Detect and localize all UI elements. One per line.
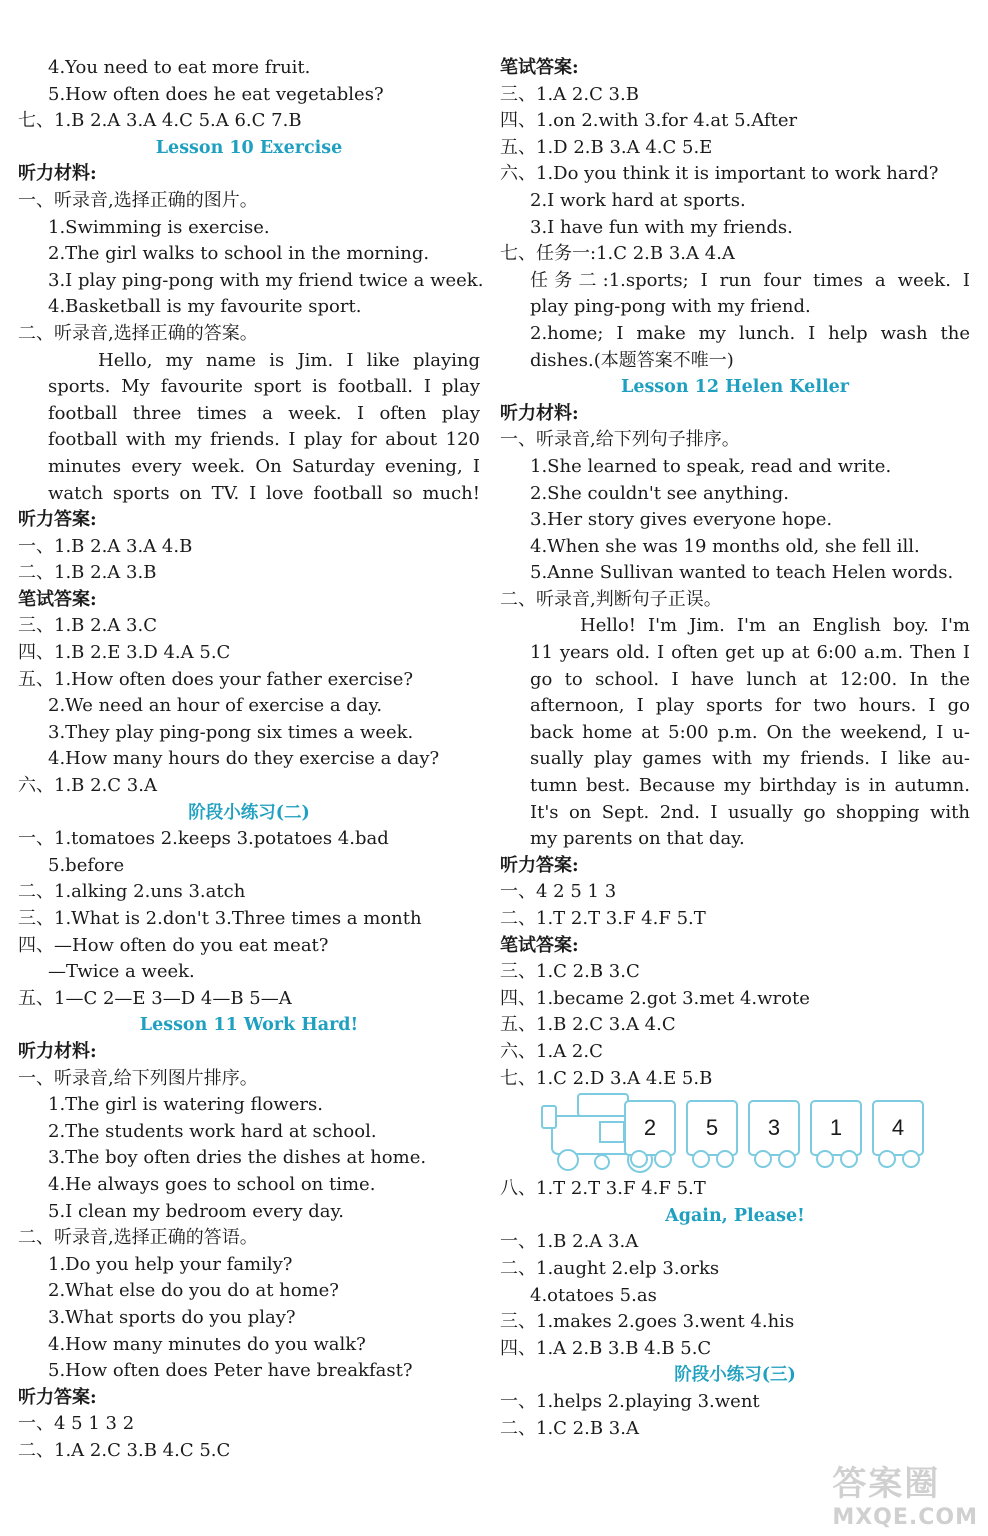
text-line: 二、1.T 2.T 3.F 4.F 5.T bbox=[500, 908, 706, 929]
text-line: 听力材料: bbox=[18, 1040, 97, 1062]
text-line: sually play games with my friends. I like au- bbox=[530, 748, 970, 770]
text-line: 笔试答案: bbox=[500, 57, 579, 78]
text-line: 五、1.D 2.B 3.A 4.C 5.E bbox=[500, 136, 713, 158]
text-line: go to school. I have lunch at 12:00. In the bbox=[530, 668, 970, 690]
text-line: 七、1.C 2.D 3.A 4.E 5.B bbox=[500, 1067, 713, 1089]
text-line: 5.before bbox=[48, 854, 125, 876]
text-line: 4.You need to eat more fruit. bbox=[48, 57, 311, 78]
text-line: 一、听录音,给下列句子排序。 bbox=[500, 429, 740, 451]
text-line: 4.How many minutes do you walk? bbox=[48, 1333, 366, 1355]
text-line: 四、1.on 2.with 3.for 4.at 5.After bbox=[500, 110, 798, 132]
text-line: dishes.(本题答案不唯一) bbox=[530, 349, 734, 371]
text-line: 4.Basketball is my favourite sport. bbox=[48, 296, 362, 318]
text-line: 听力材料: bbox=[500, 402, 579, 424]
train-wheel-icon bbox=[692, 1150, 710, 1168]
train-wheel-icon bbox=[778, 1150, 796, 1168]
text-line: 一、1.B 2.A 3.A bbox=[500, 1231, 639, 1253]
text-line: 听力答案: bbox=[18, 509, 97, 531]
text-line: 听力材料: bbox=[18, 163, 97, 185]
section-heading: Again, Please! bbox=[665, 1205, 805, 1226]
text-line: 笔试答案: bbox=[500, 934, 579, 956]
text-line: 3.I have fun with my friends. bbox=[530, 216, 793, 238]
text-line: 四、1.A 2.B 3.B 4.B 5.C bbox=[500, 1337, 712, 1359]
text-line: 一、1.B 2.A 3.A 4.B bbox=[18, 535, 193, 557]
text-line: 5.I clean my bedroom every day. bbox=[48, 1200, 344, 1222]
text-line: 二、听录音,判断句子正误。 bbox=[500, 588, 722, 610]
text-line: 4.He always goes to school on time. bbox=[48, 1173, 376, 1195]
text-line: 5.How often does Peter have breakfast? bbox=[48, 1360, 413, 1382]
text-line: 2.The girl walks to school in the morning. bbox=[48, 243, 430, 265]
text-line: 三、1.makes 2.goes 3.went 4.his bbox=[500, 1311, 795, 1333]
text-line: 五、1—C 2—E 3—D 4—B 5—A bbox=[18, 987, 292, 1009]
text-line: 八、1.T 2.T 3.F 4.F 5.T bbox=[500, 1178, 706, 1200]
train-car: 1 bbox=[810, 1100, 862, 1156]
section-heading: Lesson 12 Helen Keller bbox=[621, 377, 849, 398]
train-car: 5 bbox=[686, 1100, 738, 1156]
text-line: 3.The boy often dries the dishes at home. bbox=[48, 1147, 427, 1169]
text-line: 七、1.B 2.A 3.A 4.C 5.A 6.C 7.B bbox=[18, 110, 302, 132]
text-line: 3.They play ping-pong six times a week. bbox=[48, 721, 414, 743]
train-wheel-icon bbox=[878, 1150, 896, 1168]
text-line: 六、1.Do you think it is important to work hard? bbox=[500, 163, 939, 185]
watermark-logo: 答案圈 MXQE.COM bbox=[832, 1464, 978, 1530]
text-line: 二、听录音,选择正确的答语。 bbox=[18, 1227, 258, 1249]
text-line: 2.She couldn't see anything. bbox=[530, 482, 789, 504]
text-line: It's on Sept. 2nd. I usually go shopping with bbox=[530, 801, 970, 823]
text-line: 二、1.aught 2.elp 3.orks bbox=[500, 1257, 720, 1279]
text-line: 五、1.How often does your father exercise? bbox=[18, 668, 414, 690]
train-wheel-icon bbox=[840, 1150, 858, 1168]
train-wheel-icon bbox=[654, 1150, 672, 1168]
text-line: 2.What else do you do at home? bbox=[48, 1280, 339, 1302]
train-car: 2 bbox=[624, 1100, 676, 1156]
right-column-top bbox=[500, 55, 970, 1092]
text-line: 四、1.became 2.got 3.met 4.wrote bbox=[500, 987, 810, 1009]
text-line: 二、1.alking 2.uns 3.atch bbox=[18, 881, 246, 903]
text-line: 11 years old. I often get up at 6:00 a.m. Then I bbox=[530, 642, 970, 664]
text-line: —Twice a week. bbox=[48, 961, 195, 983]
train-car: 4 bbox=[872, 1100, 924, 1156]
text-line: football three times a week. I often play bbox=[48, 402, 480, 424]
text-line: 3.Her story gives everyone hope. bbox=[530, 509, 833, 531]
text-line: 听力答案: bbox=[18, 1386, 97, 1408]
text-line: afternoon, I play sports for two hours. I go bbox=[530, 695, 970, 717]
text-line: 笔试答案: bbox=[18, 588, 97, 610]
text-line: 一、1.tomatoes 2.keeps 3.potatoes 4.bad bbox=[18, 828, 389, 850]
text-line: 1.She learned to speak, read and write. bbox=[530, 455, 892, 477]
text-line: 四、1.B 2.E 3.D 4.A 5.C bbox=[18, 642, 231, 664]
text-line: 听力答案: bbox=[500, 854, 579, 876]
text-line: 六、1.A 2.C bbox=[500, 1040, 603, 1062]
train-car: 3 bbox=[748, 1100, 800, 1156]
text-line: 三、1.C 2.B 3.C bbox=[500, 961, 640, 983]
text-line: watch sports on TV. I love football so much! bbox=[48, 482, 480, 504]
text-line: 二、1.B 2.A 3.B bbox=[18, 562, 157, 584]
text-line: 四、—How often do you eat meat? bbox=[18, 934, 329, 956]
text-line: 1.The girl is watering flowers. bbox=[48, 1094, 323, 1116]
left-column bbox=[18, 55, 484, 1464]
text-line: 2.We need an hour of exercise a day. bbox=[48, 695, 383, 717]
text-line: 4.How many hours do they exercise a day? bbox=[48, 748, 440, 770]
text-line: Hello! I'm Jim. I'm an English boy. I'm bbox=[580, 615, 970, 637]
right-column-bottom bbox=[500, 1176, 970, 1442]
train-wheel-icon bbox=[754, 1150, 772, 1168]
text-line: 2.The students work hard at school. bbox=[48, 1120, 377, 1142]
text-line: 2.home; I make my lunch. I help wash the bbox=[530, 322, 970, 344]
text-line: minutes every week. On Saturday evening, I bbox=[48, 455, 480, 477]
text-line: 1.Swimming is exercise. bbox=[48, 216, 270, 238]
text-line: 五、1.B 2.C 3.A 4.C bbox=[500, 1014, 676, 1036]
text-line: 3.What sports do you play? bbox=[48, 1306, 296, 1328]
text-line: Hello, my name is Jim. I like playing bbox=[98, 349, 480, 371]
text-line: 三、1.What is 2.don't 3.Three times a month bbox=[18, 908, 422, 929]
right-column bbox=[500, 55, 970, 1442]
text-line: 三、1.B 2.A 3.C bbox=[18, 615, 157, 637]
text-line: 任务二:1.sports; I run four times a week. I bbox=[530, 269, 970, 291]
text-line: 三、1.A 2.C 3.B bbox=[500, 83, 639, 105]
text-line: 4.When she was 19 months old, she fell ill. bbox=[530, 535, 920, 557]
text-line: 二、1.A 2.C 3.B 4.C 5.C bbox=[18, 1439, 231, 1461]
text-line: 2.I work hard at sports. bbox=[530, 189, 746, 211]
text-line: 七、任务一:1.C 2.B 3.A 4.A bbox=[500, 243, 735, 265]
text-line: 六、1.B 2.C 3.A bbox=[18, 775, 157, 797]
section-heading: Lesson 11 Work Hard! bbox=[139, 1015, 359, 1036]
text-line: 3.I play ping-pong with my friend twice a week. bbox=[48, 269, 484, 291]
text-line: 一、4 2 5 1 3 bbox=[500, 881, 617, 903]
text-line: football with my friends. I play for about 120 bbox=[48, 429, 480, 451]
text-line: play ping-pong with my friend. bbox=[530, 296, 811, 318]
section-heading: 阶段小练习(二) bbox=[188, 802, 310, 823]
train-wheel-icon bbox=[716, 1150, 734, 1168]
train-wheel-icon bbox=[902, 1150, 920, 1168]
text-line: 4.otatoes 5.as bbox=[530, 1284, 657, 1306]
text-line: 一、听录音,给下列图片排序。 bbox=[18, 1067, 258, 1089]
train-wheel-icon bbox=[816, 1150, 834, 1168]
text-line: 5.How often does he eat vegetables? bbox=[48, 83, 384, 105]
text-line: my parents on that day. bbox=[530, 828, 745, 850]
text-line: 1.Do you help your family? bbox=[48, 1253, 293, 1275]
text-line: 5.Anne Sullivan wanted to teach Helen words. bbox=[530, 562, 954, 584]
text-line: 一、4 5 1 3 2 bbox=[18, 1413, 135, 1435]
text-line: 一、听录音,选择正确的图片。 bbox=[18, 189, 258, 211]
text-line: 二、1.C 2.B 3.A bbox=[500, 1417, 639, 1439]
text-line: sports. My favourite sport is football. I play bbox=[48, 376, 480, 398]
text-line: 一、1.helps 2.playing 3.went bbox=[500, 1390, 760, 1412]
text-line: tumn best. Because my birthday is in autumn. bbox=[530, 775, 970, 797]
text-line: back home at 5:00 p.m. On the weekend, I u- bbox=[530, 721, 970, 743]
text-line: 二、听录音,选择正确的答案。 bbox=[18, 322, 258, 344]
section-heading: Lesson 10 Exercise bbox=[155, 137, 343, 158]
train-illustration bbox=[500, 1092, 970, 1176]
section-heading: 阶段小练习(三) bbox=[674, 1365, 796, 1386]
